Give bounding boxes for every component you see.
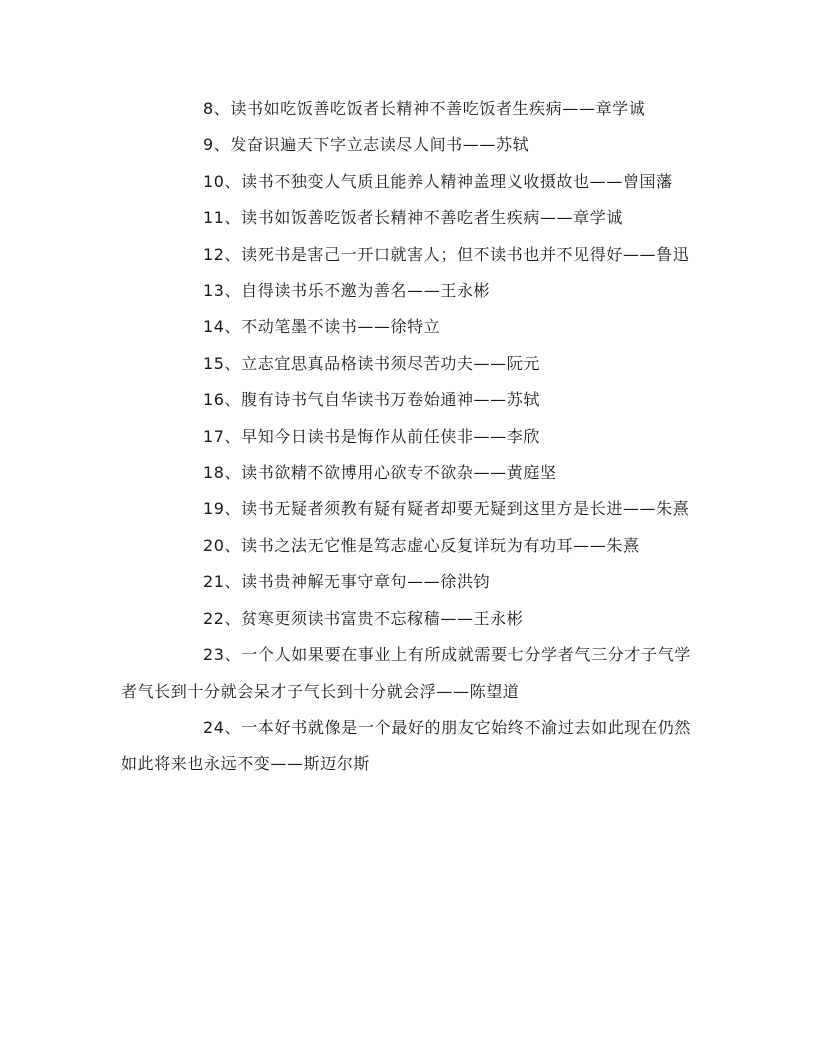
quote-item: 8、读书如吃饭善吃饭者长精神不善吃饭者生疾病——章学诚 bbox=[203, 99, 646, 118]
quote-item: 19、读书无疑者须教有疑有疑者却要无疑到这里方是长进——朱熹 bbox=[203, 499, 690, 519]
quote-list bbox=[121, 91, 691, 783]
quote-item: 17、早知今日读书是悔作从前任侠非——李欣 bbox=[203, 426, 540, 446]
quote-item: 21、读书贵神解无事守章句——徐洪钧 bbox=[203, 572, 491, 592]
quote-item: 14、不动笔墨不读书——徐特立 bbox=[203, 317, 441, 337]
quote-item: 16、腹有诗书气自华读书万卷始通神——苏轼 bbox=[203, 390, 540, 410]
quote-item: 24、一本好书就像是一个最好的朋友它始终不渝过去如此现在仍然如此将来也永远不变——斯迈尔斯 bbox=[121, 717, 691, 774]
quote-item: 9、发奋识遍天下字立志读尽人间书——苏轼 bbox=[203, 135, 530, 155]
quote-item: 23、一个人如果要在事业上有所成就需要七分学者气三分才子气学者气长到十分就会呆才子气长到十分就会浮——陈望道 bbox=[121, 645, 691, 701]
quote-item: 12、读死书是害己一开口就害人；但不读书也并不见得好——鲁迅 bbox=[203, 244, 690, 264]
quote-item: 11、读书如饭善吃饭者长精神不善吃者生疾病——章学诚 bbox=[203, 208, 623, 228]
quote-item: 22、贫寒更须读书富贵不忘稼穑——王永彬 bbox=[203, 608, 524, 628]
quote-item: 10、读书不独变人气质且能养人精神盖理义收摄故也——曾国藩 bbox=[203, 171, 673, 191]
quote-item: 18、读书欲精不欲博用心欲专不欲杂——黄庭坚 bbox=[203, 463, 557, 483]
quote-item: 20、读书之法无它惟是笃志虚心反复详玩为有功耳——朱熹 bbox=[203, 535, 640, 555]
quote-item: 15、立志宜思真品格读书须尽苦功夫——阮元 bbox=[203, 353, 540, 373]
quote-item: 13、自得读书乐不邀为善名——王永彬 bbox=[203, 281, 491, 301]
